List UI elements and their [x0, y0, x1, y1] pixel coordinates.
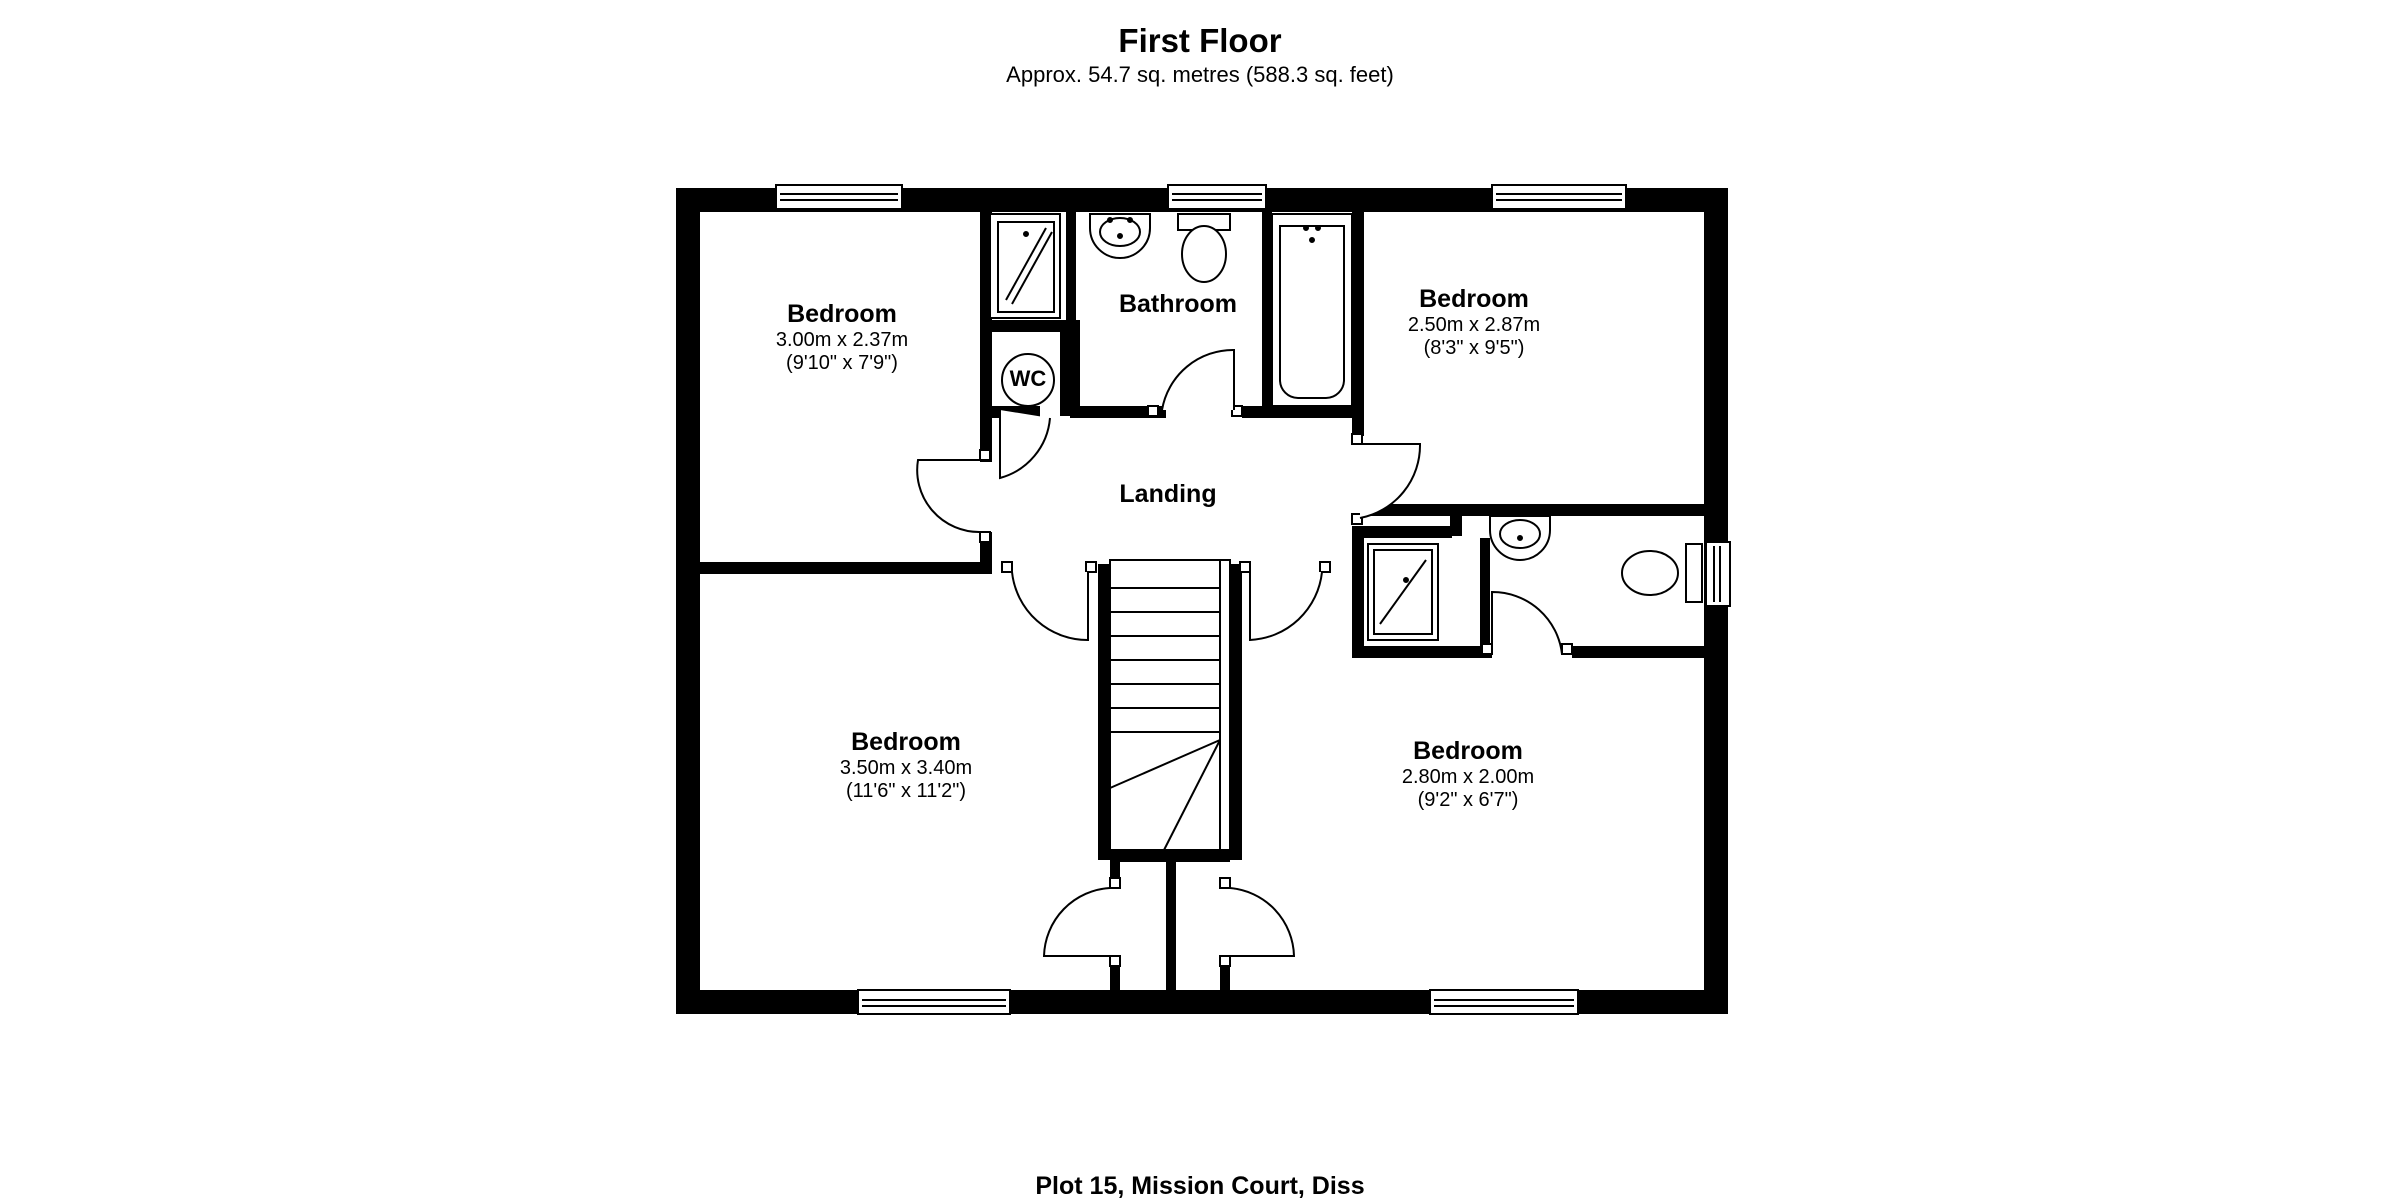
room-size-metric: 3.00m x 2.37m [775, 328, 909, 351]
room-name: Landing [1119, 480, 1217, 508]
room-label-bedroom-top-left [776, 300, 908, 375]
window-ensuite [1706, 542, 1730, 606]
room-size-imperial: (9'10" x 7'9") [786, 351, 898, 374]
room-label-wc [1010, 366, 1047, 391]
window-top-left [776, 185, 902, 209]
plan-title: First Floor [1118, 22, 1282, 59]
shower-main [990, 214, 1060, 318]
door-ensuite [1492, 592, 1562, 654]
door-bedroom3 [1012, 572, 1088, 640]
property-address: Plot 15, Mission Court, Diss [1035, 1172, 1365, 1200]
room-name: Bathroom [1118, 290, 1238, 318]
room-size-imperial: (8'3" x 9'5") [1423, 336, 1525, 359]
toilet-ensuite [1622, 544, 1702, 602]
door-wc [1000, 410, 1050, 478]
window-bottom-right [1430, 990, 1578, 1014]
room-size-metric: 2.80m x 2.00m [1401, 765, 1535, 788]
room-name: Bedroom [1419, 285, 1529, 313]
bath [1272, 214, 1352, 406]
door-cupboard-left [1044, 888, 1110, 956]
door-bathroom [1162, 350, 1234, 410]
room-size-metric: 3.50m x 3.40m [839, 756, 973, 779]
room-label-bedroom-bottom-left [840, 728, 972, 803]
room-name: Bedroom [851, 728, 961, 756]
room-name: WC [1009, 366, 1047, 391]
room-size-metric: 2.50m x 2.87m [1407, 313, 1541, 336]
room-label-bedroom-bottom-right [1402, 737, 1534, 812]
door-bedroom1 [917, 460, 980, 532]
door-jambs [980, 406, 1572, 966]
staircase [1110, 560, 1230, 850]
basin-ensuite [1490, 516, 1550, 560]
room-size-imperial: (11'6" x 11'2") [845, 779, 967, 802]
toilet-main [1178, 214, 1230, 282]
door-cupboard-right [1230, 888, 1294, 956]
room-label-bathroom [1119, 290, 1237, 319]
basin-main [1090, 214, 1150, 258]
window-top-right [1492, 185, 1626, 209]
room-label-landing [1119, 480, 1216, 509]
fixtures [990, 214, 1702, 640]
area-subtitle: Approx. 54.7 sq. metres (588.3 sq. feet) [1006, 62, 1394, 87]
room-name: Bedroom [1413, 737, 1523, 765]
window-top-bath [1168, 185, 1266, 209]
shower-ensuite [1368, 544, 1438, 640]
room-label-bedroom-top-right [1408, 285, 1540, 360]
room-name: Bedroom [787, 300, 897, 328]
door-bedroom4 [1250, 572, 1322, 640]
window-bottom-left [858, 990, 1010, 1014]
room-size-imperial: (9'2" x 6'7") [1417, 788, 1519, 811]
